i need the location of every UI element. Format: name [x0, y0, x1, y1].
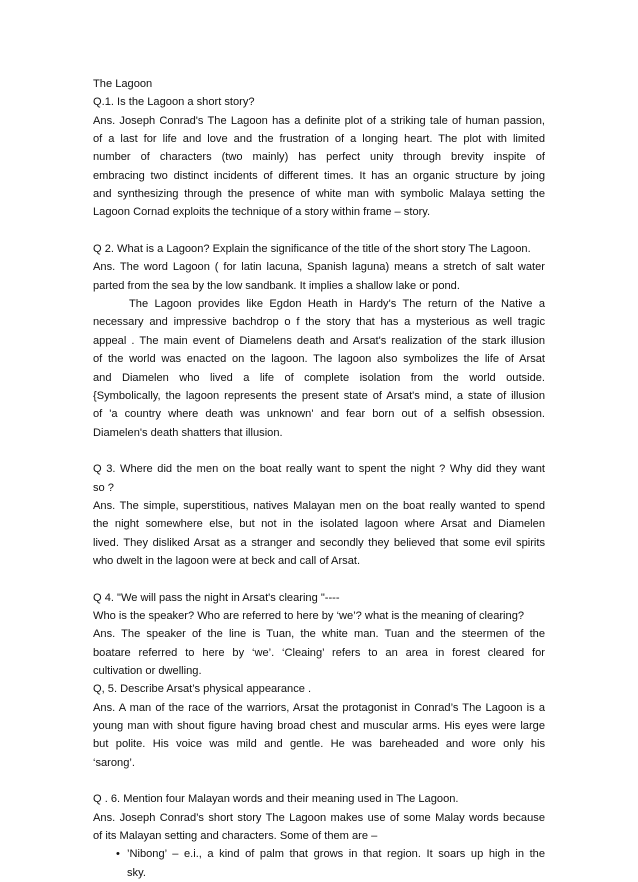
answer-2-line: necessary and impressive bachdrop o f the story that has a mysterious as well tragic	[93, 316, 545, 329]
question-5: Q, 5. Describe Arsat’s physical appearance .	[93, 683, 312, 696]
answer-6-line: Ans. Joseph Conrad’s short story The Lagoon makes use of some Malay words because	[93, 811, 545, 824]
paragraph-spacer	[93, 222, 545, 240]
document-page	[93, 75, 545, 882]
answer-2-line: {Symbolically, the lagoon represents the present state of Arsat's mind, a state of illusion	[93, 389, 545, 402]
answer-3-line: lived. They disliked Arsat as a stranger and secondly they believed that some evil spirits	[93, 536, 545, 549]
answer-4-line: Ans. The speaker of the line is Tuan, the white man. Tuan and the steermen of the	[93, 628, 545, 641]
answer-3-line: who dwelt in the lagoon were at beck and call of Arsat.	[93, 554, 361, 567]
question-2: Q 2. What is a Lagoon? Explain the significance of the title of the short story The Lagoon.	[93, 243, 531, 256]
question-4: Who is the speaker? Who are referred to here by ‘we’? what is the meaning of clearing?	[93, 609, 525, 622]
answer-2-line: of the world was enacted on the lagoon. The lagoon also symbolizes the life of Arsat	[93, 353, 545, 366]
question-3: so ?	[93, 481, 114, 494]
answer-6-line: of its Malayan setting and characters. Some of them are –	[93, 830, 378, 843]
answer-1-line: Lagoon Cornad exploits the technique of a story within frame – story.	[93, 206, 431, 219]
paragraph-spacer	[93, 442, 545, 460]
answer-2-line: and Diamelen who lived a life of complete isolation from the world outside.	[93, 371, 545, 384]
question-4-quote: Q 4. "We will pass the night in Arsat's clearing "----	[93, 591, 340, 604]
answer-1-line: of a last for life and love and the frustration of a longing heart. The plot with limited	[93, 133, 545, 146]
answer-5-line: but polite. His voice was mild and gentle. He was bareheaded and wore only his	[93, 738, 545, 751]
answer-1-line: embracing two distinct incidents of different times. It has an organic structure by joing	[93, 169, 545, 182]
answer-2-line: appeal . The main event of Diamelens death and Arsat's realization of the stark illusion	[93, 334, 545, 347]
answer-2-line: parted from the sea by the low sandbank. It implies a shallow lake or pond.	[93, 279, 460, 292]
answer-1-line: number of characters (two mainly) has perfect unity through brevity inspite of	[93, 151, 545, 164]
answer-5-line: ‘sarong’.	[93, 756, 135, 769]
answer-2-line: Diamelen's death shatters that illusion.	[93, 426, 283, 439]
question-1: Q.1. Is the Lagoon a short story?	[93, 96, 255, 109]
bullet-icon: •	[116, 848, 120, 861]
answer-3-line: Ans. The simple, superstitious, natives Malayan men on the boat really wanted to spend	[93, 499, 545, 512]
answer-4-line: boatare referred to here by ‘we’. ‘Cleaing’ refers to an area in forest cleared for	[93, 646, 545, 659]
question-3: Q 3. Where did the men on the boat really want to spent the night ? Why did they want	[93, 463, 545, 476]
answer-2-line: Ans. The word Lagoon ( for latin lacuna, Spanish laguna) means a stretch of salt water	[93, 261, 545, 274]
answer-1-line: Ans. Joseph Conrad's The Lagoon has a definite plot of a striking tale of human passion,	[93, 114, 545, 127]
document-title: The Lagoon	[93, 78, 153, 90]
answer-1-line: and synthesizing through the presence of white man with symbolic Malaya setting the	[93, 188, 545, 201]
answer-4-line: cultivation or dwelling.	[93, 665, 202, 677]
list-item	[93, 845, 545, 882]
answer-3-line: the night somewhere else, but not in the isolated lagoon where Arsat and Diamelen	[93, 518, 545, 531]
list-item-line: ’Nibong’ – e.i., a kind of palm that grows in that region. It soars up high in the	[127, 848, 545, 861]
paragraph-spacer	[93, 772, 545, 790]
answer-5-line: young man with shout figure having broad chest and muscular arms. His eyes were large	[93, 720, 545, 733]
list-item-line: sky.	[127, 866, 146, 879]
answer-2-line: of 'a country where death was unknown' and fear born out of a selfish obsession.	[93, 408, 545, 421]
answer-2-line: The Lagoon provides like Egdon Heath in Hardy's The return of the Native a	[129, 298, 545, 311]
paragraph-spacer	[93, 570, 545, 588]
answer-5-line: Ans. A man of the race of the warriors, Arsat the protagonist in Conrad’s The Lagoon is a	[93, 701, 545, 714]
question-6: Q . 6. Mention four Malayan words and their meaning used in The Lagoon.	[93, 793, 459, 806]
